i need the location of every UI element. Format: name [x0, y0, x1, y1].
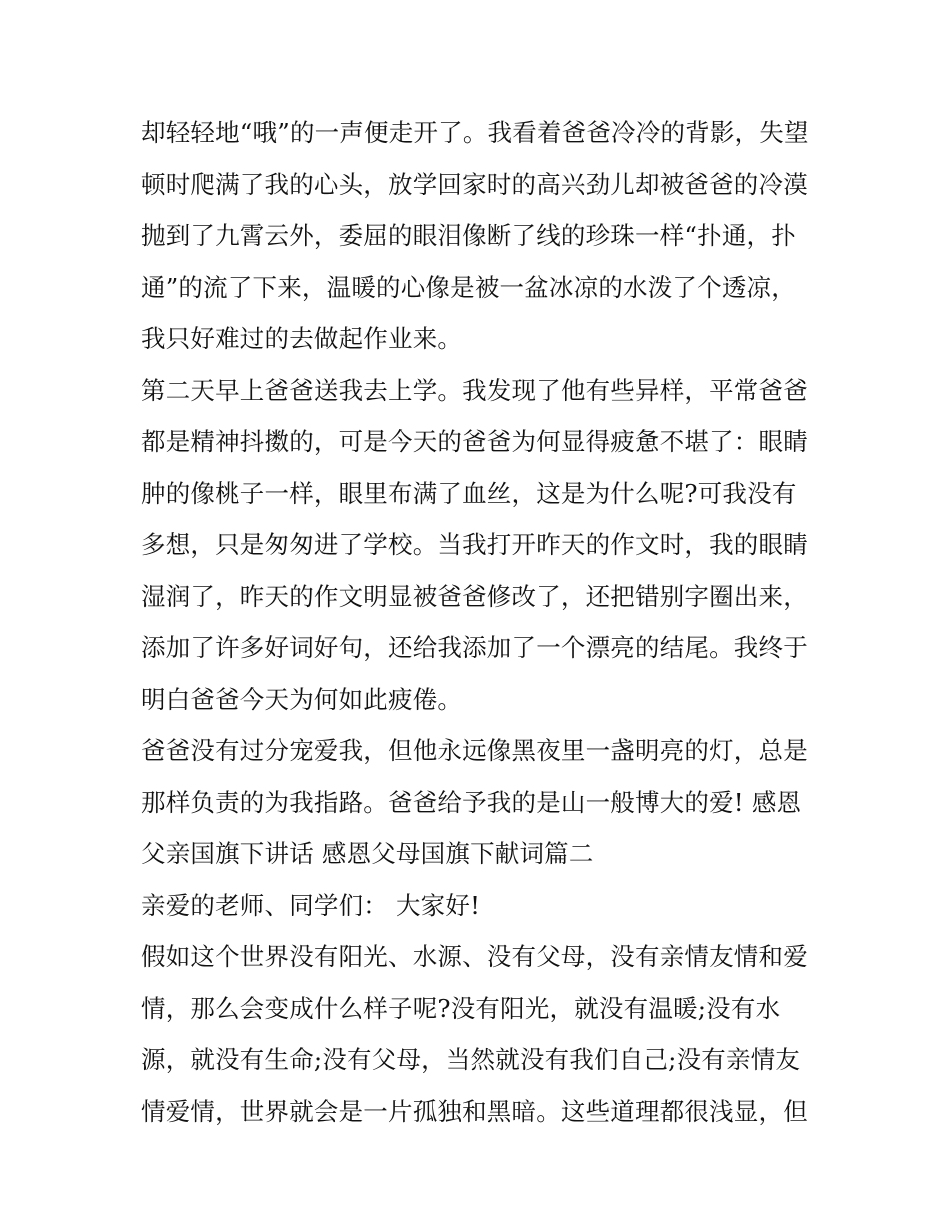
- text-line: 通”的流了下来，温暖的心像是被一盆冰凉的水泼了个透凉，: [141, 272, 796, 302]
- text-line: 肿的像桃子一样，眼里布满了血丝，这是为什么呢?可我没有: [141, 478, 797, 508]
- text-line: 抛到了九霄云外，委屈的眼泪像断了线的珍珠一样“扑通，扑: [141, 221, 796, 250]
- text-line: 却轻轻地“哦”的一声便走开了。我看着爸爸冷冷的背影，失望: [141, 118, 809, 147]
- body-text: [141, 107, 821, 1137]
- text-line: 情，那么会变成什么样子呢?没有阳光，就没有温暖;没有水: [141, 993, 781, 1023]
- text-line: 情爱情，世界就会是一片孤独和黑暗。这些道理都很浅显，但: [141, 1096, 808, 1126]
- text-line: 顿时爬满了我的心头，放学回家时的高兴劲儿却被爸爸的冷漠: [141, 169, 808, 199]
- text-line: 多想，只是匆匆进了学校。当我打开昨天的作文时，我的眼睛: [141, 530, 808, 559]
- text-line: 添加了许多好词好句，还给我添加了一个漂亮的结尾。我终于: [141, 633, 808, 662]
- text-line: 假如这个世界没有阳光、水源、没有父母，没有亲情友情和爱: [141, 942, 808, 971]
- salutation: 亲爱的老师、同学们： 大家好!: [141, 890, 481, 920]
- text-line: 湿润了，昨天的作文明显被爸爸修改了，还把错别字圈出来，: [141, 581, 808, 611]
- text-line: 那样负责的为我指路。爸爸给予我的是山一般博大的爱! 感恩: [141, 787, 802, 817]
- text-line: 爸爸没有过分宠爱我，但他永远像黑夜里一盏明亮的灯，总是: [141, 736, 808, 765]
- text-line: 我只好难过的去做起作业来。: [141, 324, 463, 353]
- text-line: 明白爸爸今天为何如此疲倦。: [141, 684, 463, 714]
- text-line: 源，就没有生命;没有父母，当然就没有我们自己;没有亲情友: [141, 1045, 801, 1074]
- text-line: 第二天早上爸爸送我去上学。我发现了他有些异样，平常爸爸: [141, 375, 808, 405]
- text-line: 都是精神抖擞的，可是今天的爸爸为何显得疲惫不堪了：眼睛: [141, 427, 808, 456]
- section-heading: 父亲国旗下讲话 感恩父母国旗下献词篇二: [141, 839, 594, 868]
